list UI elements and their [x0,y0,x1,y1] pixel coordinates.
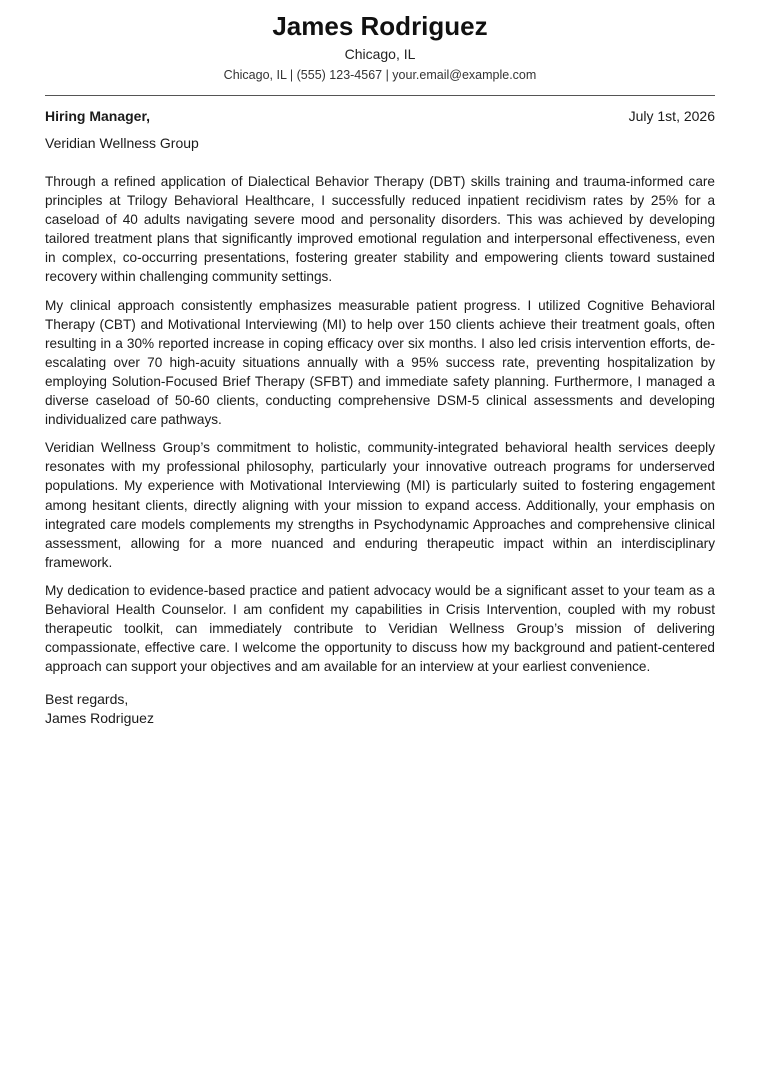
header-divider [45,95,715,96]
applicant-contact-line: Chicago, IL | (555) 123-4567 | your.email@example.com [223,68,537,82]
letter-header [45,10,715,84]
recipient-company: Veridian Wellness Group [45,135,199,151]
letter-closing [45,690,715,728]
letter-body [45,172,715,676]
body-paragraph-3: Veridian Wellness Group’s commitment to holistic, community-integrated behavioral health services deeply resonates with my professional philosophy, particularly your innovative outreach programs for underserved populations. My experience with Motivational Interviewing (MI) is particularly suited to fostering engagement among hesitant clients, directly aligning with your mission to expand access. Additionally, your emphasis on integrated care models complements my strengths in Psychodynamic Approaches and comprehensive clinical assessment, allowing for a more nuanced and enduring therapeutic impact within an interdisciplinary framework. [45,440,715,570]
body-paragraph-4: My dedication to evidence-based practice and patient advocacy would be a significant asset to your team as a Behavioral Health Counselor. I am confident my capabilities in Crisis Intervention, coupled with my robust therapeutic toolkit, can immediately contribute to Veridian Wellness Group’s mission of delivering compassionate, effective care. I welcome the opportunity to discuss how my background and patient-centered approach can support your objectives and am available for an interview at your earliest convenience. [45,582,715,675]
applicant-name: James Rodriguez [272,11,488,41]
recipient-date-row [45,106,715,126]
recipient-salutation: Hiring Manager, [45,108,151,124]
letter-date: July 1st, 2026 [628,108,715,124]
body-paragraph-1: Through a refined application of Dialectical Behavior Therapy (DBT) skills training and trauma-informed care principles at Trilogy Behavioral Healthcare, I successfully reduced inpatient recidivism rates by 25% for a caseload of 40 adults navigating severe mood and personality disorders. This was achieved by developing tailored treatment plans that significantly improved emotional regulation and interpersonal effectiveness, even in complex, co-occurring presentations, fostering greater stability and empowering clients toward sustained recovery within challenging community settings. [45,174,715,285]
body-paragraph-2: My clinical approach consistently emphasizes measurable patient progress. I utilized Cognitive Behavioral Therapy (CBT) and Motivational Interviewing (MI) to help over 150 clients achieve their treatment goals, often resulting in a 30% reported increase in coping efficacy over six months. I also led crisis intervention efforts, de-escalating over 70 high-acuity situations annually with a 95% success rate, preventing hospitalization by employing Solution-Focused Brief Therapy (SFBT) and immediate safety planning. Furthermore, I managed a diverse caseload of 50-60 clients, conducting comprehensive DSM-5 clinical assessments and developing individualized care pathways. [45,297,715,428]
sign-off: Best regards, [45,691,129,708]
signature-name: James Rodriguez [45,710,154,727]
applicant-location: Chicago, IL [344,46,416,62]
